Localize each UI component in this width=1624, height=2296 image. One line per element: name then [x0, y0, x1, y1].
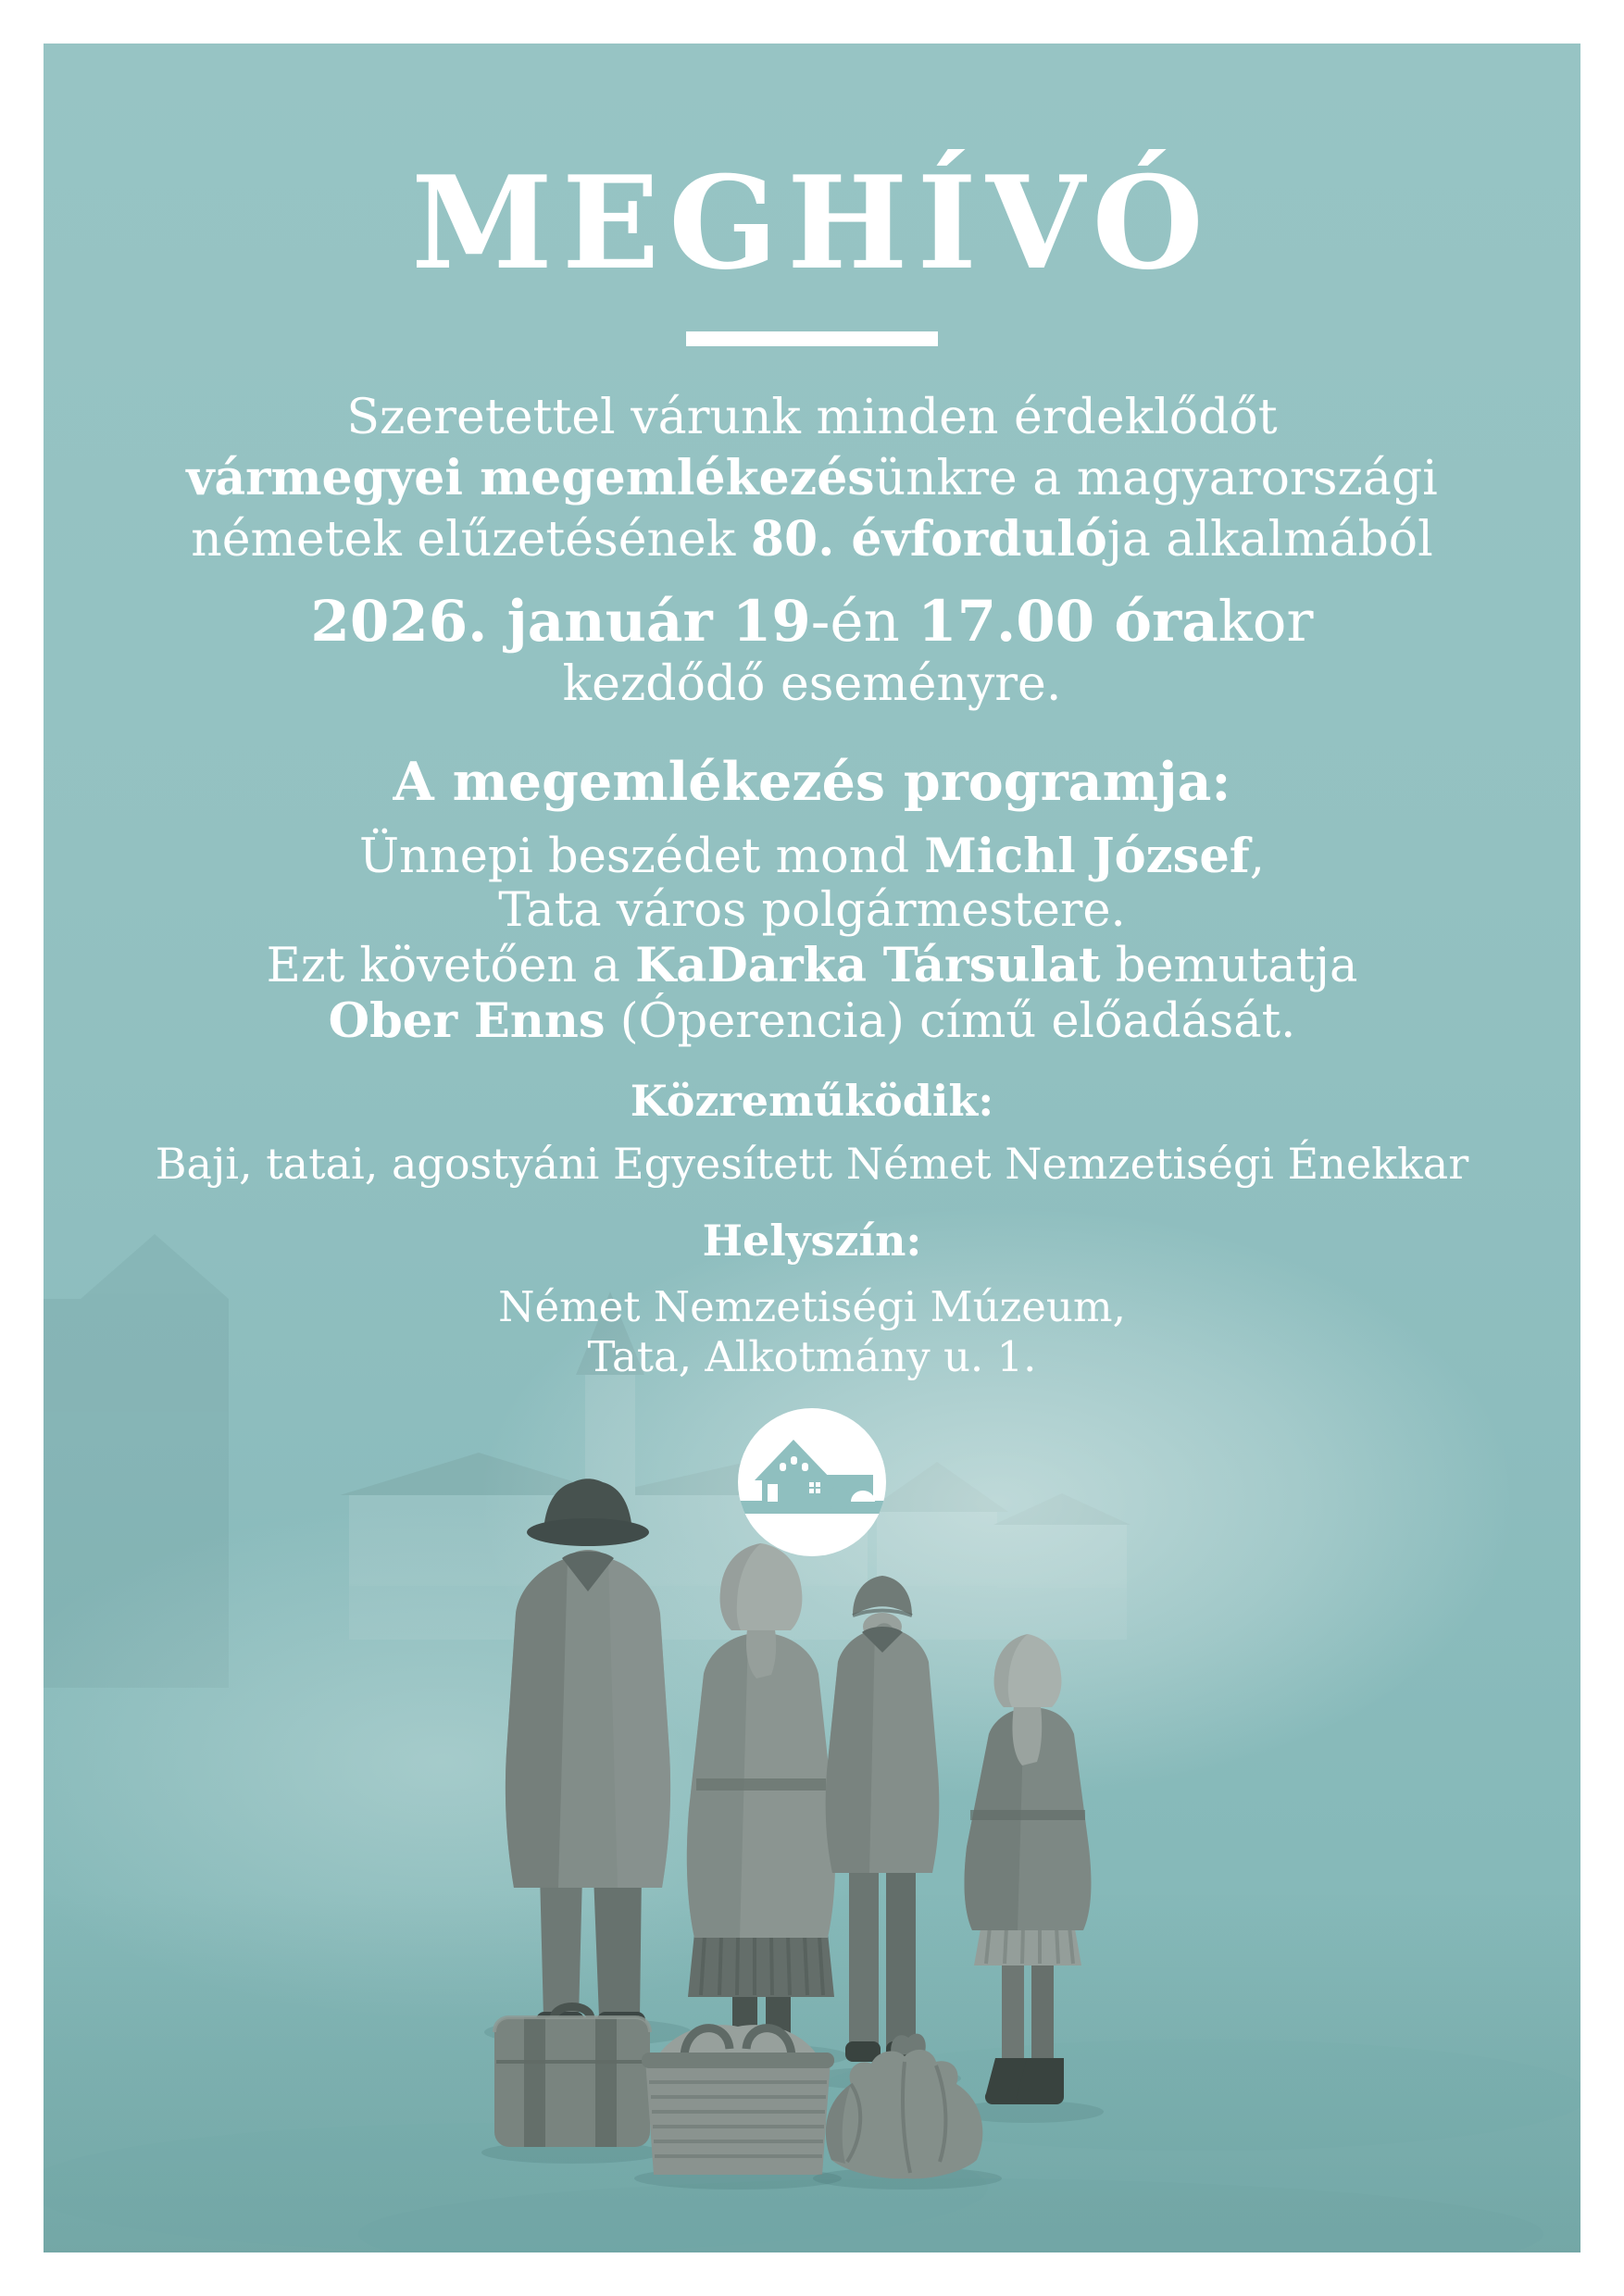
poster-background: [44, 44, 1580, 2252]
wicker-basket: [634, 2025, 842, 2190]
museum-house-logo-icon: [738, 1408, 886, 1556]
intro-line-3-rest: ja alkalmából: [1106, 511, 1433, 568]
poster-title: MEGHÍVÓ: [411, 147, 1213, 298]
intro-line-1: Szeretettel várunk minden érdeklődőt: [346, 389, 1278, 445]
logo-ground-band: [738, 1501, 886, 1514]
program-line-1-pre: Ünnepi beszédet mond: [359, 829, 925, 884]
location-line-2: Tata, Alkotmány u. 1.: [587, 1331, 1037, 1381]
program-line-4-post: (Óperencia) című előadását.: [605, 993, 1296, 1049]
program-line-2: Tata város polgármestere.: [498, 883, 1126, 939]
intro-line-3-pre: németek elűzetésének: [191, 511, 751, 568]
event-date-suffix: -én: [810, 588, 918, 655]
event-datetime: [44, 588, 1580, 655]
event-time-suffix: kor: [1218, 588, 1314, 655]
event-datetime-line2: kezdődő eseményre.: [562, 656, 1062, 713]
contributors-heading: Közreműködik:: [630, 1076, 994, 1127]
program-line-3-post: bemutatja: [1100, 938, 1358, 993]
intro-line-3-bold: 80. évforduló: [750, 510, 1107, 568]
program-line-1-post: ,: [1249, 829, 1265, 884]
location-line-1: Német Nemzetiségi Múzeum,: [498, 1281, 1126, 1331]
contributors-line: Baji, tatai, agostyáni Egyesített Német Nemzetiségi Énekkar: [155, 1139, 1469, 1190]
program-heading: A megemlékezés programja:: [393, 751, 1231, 814]
intro-line-2-rest: ünkre a magyarországi: [874, 450, 1438, 506]
program-line-3-bold: KaDarka Társulat: [635, 937, 1101, 993]
program-paragraph: [44, 830, 1580, 1050]
location-lines: [44, 1282, 1580, 1382]
suitcase: [481, 2007, 663, 2165]
intro-paragraph: [44, 387, 1580, 570]
program-line-4-bold: Ober Enns: [328, 992, 606, 1049]
title-underline: [686, 331, 938, 346]
program-line-1-bold: Michl József: [924, 828, 1250, 884]
intro-line-2-bold: vármegyei megemlékezés: [186, 449, 875, 506]
event-date: 2026. január 19: [310, 588, 811, 655]
location-heading: Helyszín:: [702, 1215, 922, 1266]
event-time: 17.00 óra: [918, 588, 1218, 655]
poster-content: [44, 147, 1580, 1556]
program-line-3-pre: Ezt követően a: [266, 938, 636, 993]
